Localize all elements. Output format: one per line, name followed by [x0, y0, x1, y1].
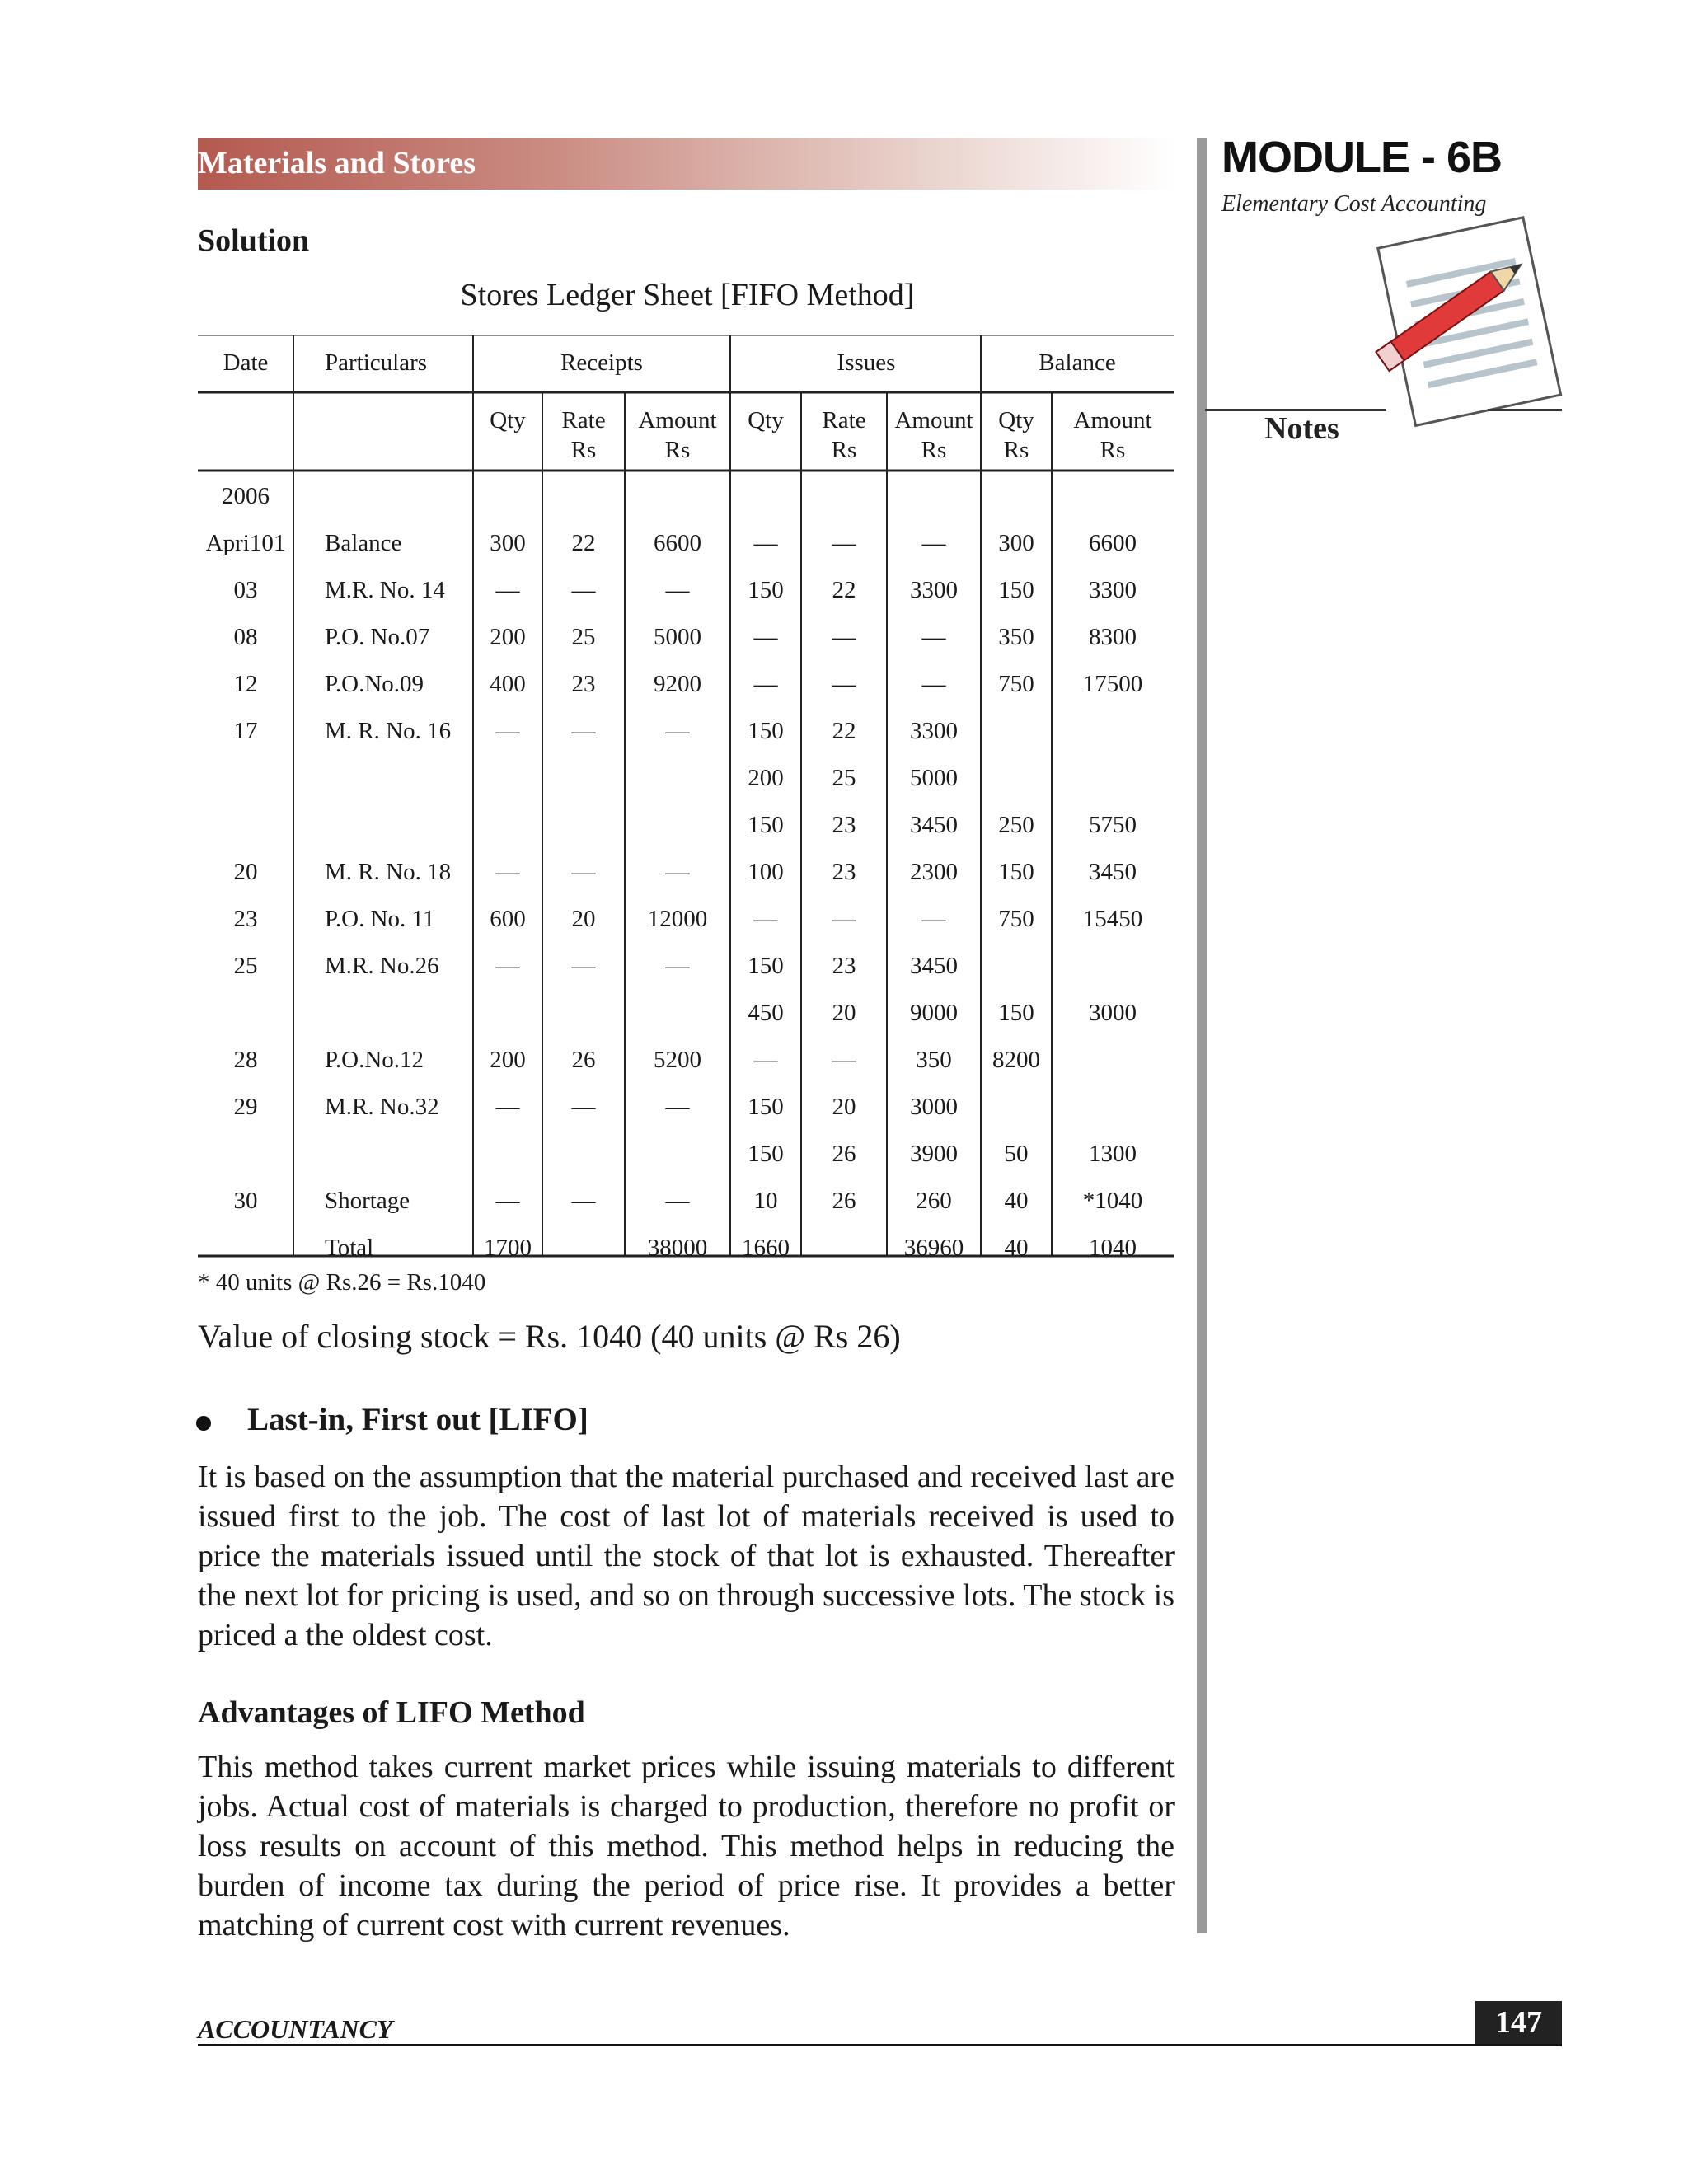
module-title: MODULE - 6B [1221, 133, 1502, 182]
table-cell: — [753, 671, 778, 697]
table-cell: 250 [998, 812, 1034, 838]
table-cell: 12000 [647, 906, 708, 932]
notes-label: Notes [1264, 411, 1339, 446]
advantages-paragraph: This method takes current market prices while issuing materials to different jobs. Actual cost of materials is charged to production, therefore no profit or loss results on account of this method. This method helps in reducing the burden of income tax during the period of price rise. It provides a better matching of current cost with current revenues. [198, 1750, 1175, 1943]
column-header: Amount [1073, 407, 1152, 434]
table-cell: 20 [233, 859, 258, 885]
table-cell: 22 [832, 718, 856, 744]
table-cell: 150 [998, 577, 1034, 603]
module-subtitle: Elementary Cost Accounting [1221, 191, 1487, 217]
table-cell: 10 [753, 1188, 778, 1214]
table-cell: — [832, 1047, 856, 1073]
group-header: Receipts [560, 349, 643, 376]
table-cell: — [495, 718, 520, 744]
table-cell: 2006 [222, 483, 270, 509]
table-cell: 200 [748, 765, 784, 791]
table-cell: — [753, 906, 778, 932]
table-cell: 6600 [654, 530, 701, 556]
table-cell: 26 [832, 1141, 856, 1167]
table-cell: — [665, 1094, 690, 1120]
table-cell: 150 [998, 1000, 1034, 1026]
table-cell: 150 [748, 812, 784, 838]
table-cell: 100 [748, 859, 784, 885]
table-cell: — [495, 1094, 520, 1120]
table-cell: 15450 [1082, 906, 1143, 932]
column-header-unit: Rs [1003, 437, 1029, 463]
table-cell: 25 [233, 953, 258, 979]
table-cell: 260 [916, 1188, 952, 1214]
table-cell: 600 [490, 906, 526, 932]
column-header-unit: Rs [570, 437, 597, 463]
table-cell: — [571, 859, 596, 885]
table-cell: 23 [571, 671, 596, 697]
table-cell: — [921, 906, 946, 932]
lifo-heading: Last-in, First out [LIFO] [247, 1402, 588, 1437]
table-cell: 200 [490, 1047, 526, 1073]
table-cell: — [921, 624, 946, 650]
table-cell: *1040 [1082, 1188, 1143, 1214]
table-cell: 5000 [654, 624, 701, 650]
table-cell: 150 [748, 1094, 784, 1120]
table-cell: 23 [832, 812, 856, 838]
section-title: Materials and Stores [198, 146, 476, 180]
table-cell: 5000 [910, 765, 958, 791]
section-header-band [198, 138, 1177, 190]
table-cell: 1660 [742, 1235, 790, 1261]
table-cell: 150 [748, 953, 784, 979]
table-cell: — [495, 577, 520, 603]
table-cell: 400 [490, 671, 526, 697]
table-cell: 03 [233, 577, 258, 603]
table-cell: P.O.No.12 [325, 1047, 424, 1073]
table-cell: 1300 [1089, 1141, 1137, 1167]
column-header: Amount [638, 407, 717, 434]
table-cell: — [571, 577, 596, 603]
table-cell: 150 [748, 577, 784, 603]
column-header: Qty [748, 407, 784, 434]
table-cell: — [832, 671, 856, 697]
table-cell: — [495, 1188, 520, 1214]
column-header: Qty [998, 407, 1034, 434]
table-cell: — [753, 1047, 778, 1073]
table-cell: 28 [233, 1047, 258, 1073]
table-cell: Total [325, 1235, 374, 1261]
table-cell: 6600 [1089, 530, 1137, 556]
column-header-unit: Rs [831, 437, 857, 463]
table-cell: — [665, 577, 690, 603]
table-cell: M.R. No. 14 [325, 577, 445, 603]
table-cell: — [571, 1094, 596, 1120]
table-cell: P.O.No.09 [325, 671, 424, 697]
table-cell: M.R. No.26 [325, 953, 439, 979]
table-cell: — [832, 530, 856, 556]
table-cell: 20 [832, 1094, 856, 1120]
table-cell: — [495, 859, 520, 885]
group-header: Date [223, 349, 269, 376]
table-cell: — [665, 953, 690, 979]
column-header-unit: Rs [921, 437, 947, 463]
table-cell: 40 [1004, 1188, 1029, 1214]
table-cell: 25 [832, 765, 856, 791]
table-cell: 9000 [910, 1000, 958, 1026]
table-cell: 12 [233, 671, 258, 697]
table-cell: — [832, 624, 856, 650]
table-cell: M.R. No.32 [325, 1094, 439, 1120]
table-cell: P.O. No.07 [325, 624, 430, 650]
table-cell: M. R. No. 18 [325, 859, 452, 885]
table-cell: 22 [832, 577, 856, 603]
table-cell: 26 [832, 1188, 856, 1214]
table-cell: 38000 [647, 1235, 708, 1261]
table-cell: 30 [233, 1188, 258, 1214]
solution-label: Solution [198, 223, 310, 258]
table-cell: P.O. No. 11 [325, 906, 435, 932]
table-cell: 450 [748, 1000, 784, 1026]
table-cell: — [832, 906, 856, 932]
table-cell: 5750 [1089, 812, 1137, 838]
table-cell: 3450 [910, 812, 958, 838]
table-cell: 3000 [910, 1094, 958, 1120]
table-cell: 300 [998, 530, 1034, 556]
table-cell: 20 [832, 1000, 856, 1026]
table-cell: — [921, 530, 946, 556]
group-header: Issues [837, 349, 896, 376]
footer-subject: ACCOUNTANCY [198, 2014, 393, 2044]
table-cell: Balance [325, 530, 402, 556]
table-cell: 17500 [1082, 671, 1143, 697]
footnote: * 40 units @ Rs.26 = Rs.1040 [198, 1269, 486, 1296]
table-cell: 26 [571, 1047, 596, 1073]
table-cell: 08 [233, 624, 258, 650]
table-cell: Apri101 [205, 530, 286, 556]
table-cell: — [571, 1188, 596, 1214]
notes-pencil-icon [1352, 216, 1574, 447]
table-cell: 3300 [910, 718, 958, 744]
table-cell: 29 [233, 1094, 258, 1120]
table-cell: 23 [233, 906, 258, 932]
table-cell: 3300 [1089, 577, 1137, 603]
table-cell: — [665, 859, 690, 885]
notes-rule-right [1488, 409, 1562, 411]
column-header-unit: Rs [1100, 437, 1126, 463]
table-cell: 200 [490, 624, 526, 650]
table-cell: 150 [748, 1141, 784, 1167]
table-cell: 9200 [654, 671, 701, 697]
table-cell: M. R. No. 16 [325, 718, 452, 744]
column-header: Rate [822, 407, 866, 434]
table-cell: 23 [832, 953, 856, 979]
column-header-unit: Rs [664, 437, 691, 463]
table-cell: — [571, 953, 596, 979]
table-cell: 25 [571, 624, 596, 650]
table-cell: 22 [571, 530, 596, 556]
table-cell: 17 [233, 718, 258, 744]
table-cell: 300 [490, 530, 526, 556]
table-cell: 5200 [654, 1047, 701, 1073]
group-header: Balance [1039, 349, 1116, 376]
table-cell: 20 [571, 906, 596, 932]
table-cell: 8200 [992, 1047, 1040, 1073]
table-cell: 8300 [1089, 624, 1137, 650]
table-cell: — [921, 671, 946, 697]
table-cell: 23 [832, 859, 856, 885]
table-cell: 50 [1004, 1141, 1029, 1167]
page-number: 147 [1475, 2001, 1562, 2044]
table-title: Stores Ledger Sheet [FIFO Method] [460, 278, 915, 312]
group-header: Particulars [325, 349, 428, 376]
table-cell: — [753, 530, 778, 556]
table-cell: 750 [998, 906, 1034, 932]
margin-divider [1197, 138, 1207, 1933]
table-cell: — [665, 1188, 690, 1214]
bullet-icon [196, 1416, 211, 1431]
lifo-paragraph: It is based on the assumption that the material purchased and received last are issued first to the job. The cost of last lot of materials received is used to price the materials issued until the stock of that lot is exhausted. Thereafter the next lot for pricing is used, and so on through successive lots. The stock is priced a the oldest cost. [198, 1460, 1175, 1652]
closing-stock-line: Value of closing stock = Rs. 1040 (40 units @ Rs 26) [198, 1318, 901, 1355]
table-cell: 3450 [910, 953, 958, 979]
column-header: Amount [894, 407, 973, 434]
column-header: Qty [490, 407, 526, 434]
table-cell: 40 [1004, 1235, 1029, 1261]
table-cell: 350 [998, 624, 1034, 650]
table-cell: 2300 [910, 859, 958, 885]
table-cell: 750 [998, 671, 1034, 697]
table-cell: 3000 [1089, 1000, 1137, 1026]
table-cell: 1040 [1089, 1235, 1137, 1261]
table-cell: 150 [998, 859, 1034, 885]
column-header: Rate [561, 407, 606, 434]
advantages-heading: Advantages of LIFO Method [198, 1695, 585, 1730]
table-cell: 1700 [484, 1235, 532, 1261]
table-cell: 350 [916, 1047, 952, 1073]
table-cell: 3300 [910, 577, 958, 603]
table-cell: 3450 [1089, 859, 1137, 885]
table-cell: — [495, 953, 520, 979]
table-cell: 150 [748, 718, 784, 744]
footer-rule [198, 2044, 1562, 2046]
table-cell: 3900 [910, 1141, 958, 1167]
table-cell: — [665, 718, 690, 744]
table-cell: 36960 [903, 1235, 964, 1261]
table-cell: — [753, 624, 778, 650]
table-cell: Shortage [325, 1188, 410, 1214]
table-cell: — [571, 718, 596, 744]
ledger-grid [198, 335, 1174, 1266]
